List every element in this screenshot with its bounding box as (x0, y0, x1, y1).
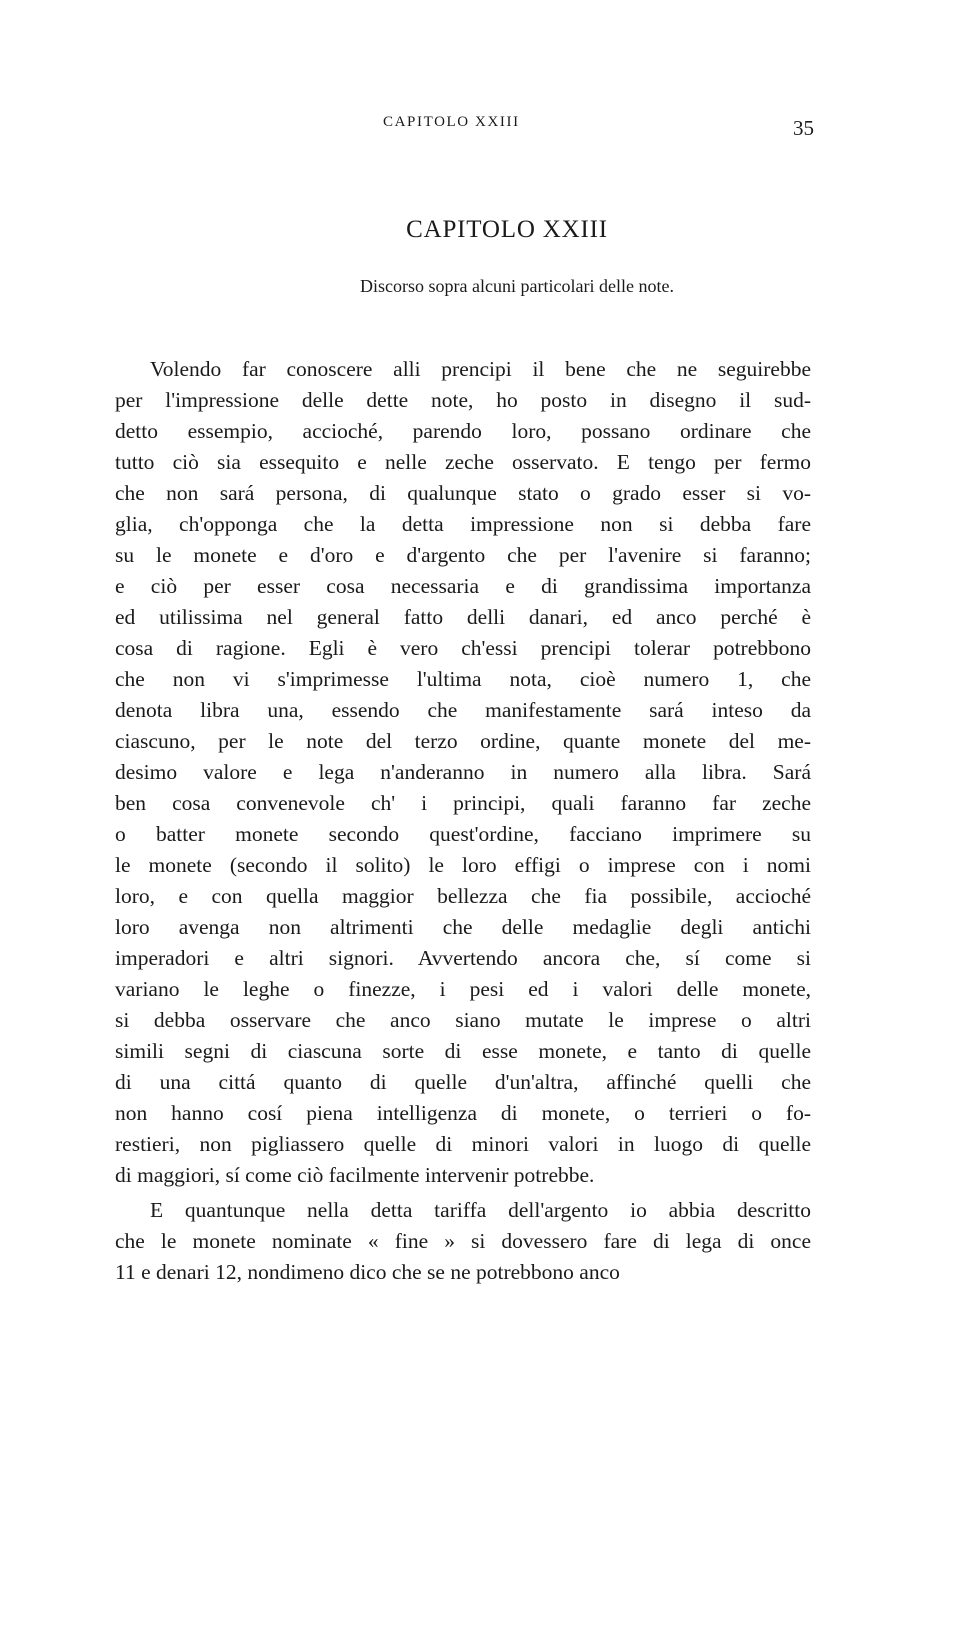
text-line: che le monete nominate « fine » si dovessero fare di lega di once (115, 1229, 811, 1253)
text-line: ed utilissima nel general fatto delli danari, ed anco perché è (115, 605, 811, 629)
text-line: e ciò per esser cosa necessaria e di grandissima importanza (115, 574, 811, 598)
text-line: variano le leghe o finezze, i pesi ed i valori delle monete, (115, 977, 811, 1001)
chapter-subtitle: Discorso sopra alcuni particolari delle note. (360, 276, 674, 296)
chapter-title: CAPITOLO XXIII (406, 216, 608, 243)
text-line: per l'impressione delle dette note, ho posto in disegno il sud- (115, 388, 811, 412)
page-number: 35 (793, 116, 814, 140)
text-line: detto essempio, accioché, parendo loro, possano ordinare che (115, 419, 811, 443)
text-line: di maggiori, sí come ciò facilmente intervenir potrebbe. (115, 1163, 595, 1187)
text-line: desimo valore e lega n'anderanno in numero alla libra. Sará (115, 760, 811, 784)
text-line: loro, e con quella maggior bellezza che fia possibile, accioché (115, 884, 811, 908)
text-line: imperadori e altri signori. Avvertendo ancora che, sí come si (115, 946, 811, 970)
text-line: le monete (secondo il solito) le loro effigi o imprese con i nomi (115, 853, 811, 877)
text-line: o batter monete secondo quest'ordine, facciano imprimere su (115, 822, 811, 846)
paragraph (115, 1195, 811, 1288)
body-text (115, 354, 811, 1288)
text-line: di una cittá quanto di quelle d'un'altra, affinché quelli che (115, 1070, 811, 1094)
text-line: ciascuno, per le note del terzo ordine, quante monete del me- (115, 729, 811, 753)
text-line: che non vi s'imprimesse l'ultima nota, cioè numero 1, che (115, 667, 811, 691)
text-line: simili segni di ciascuna sorte di esse monete, e tanto di quelle (115, 1039, 811, 1063)
text-line: cosa di ragione. Egli è vero ch'essi prencipi tolerar potrebbono (115, 636, 811, 660)
text-line: Volendo far conoscere alli prencipi il bene che ne seguirebbe (150, 357, 811, 381)
text-line: si debba osservare che anco siano mutate le imprese o altri (115, 1008, 811, 1032)
text-line: E quantunque nella detta tariffa dell'argento io abbia descritto (150, 1198, 811, 1222)
text-line: non hanno cosí piena intelligenza di monete, o terrieri o fo- (115, 1101, 811, 1125)
text-line: denota libra una, essendo che manifestamente sará inteso da (115, 698, 811, 722)
paragraph (115, 354, 811, 1191)
text-line: loro avenga non altrimenti che delle medaglie degli antichi (115, 915, 811, 939)
text-line: 11 e denari 12, nondimeno dico che se ne potrebbono anco (115, 1260, 620, 1284)
text-line: restieri, non pigliassero quelle di minori valori in luogo di quelle (115, 1132, 811, 1156)
text-line: che non sará persona, di qualunque stato o grado esser si vo- (115, 481, 811, 505)
running-title: CAPITOLO XXIII (383, 114, 520, 130)
text-line: glia, ch'opponga che la detta impressione non si debba fare (115, 512, 811, 536)
text-line: ben cosa convenevole ch' i principi, quali faranno far zeche (115, 791, 811, 815)
text-line: su le monete e d'oro e d'argento che per l'avenire si faranno; (115, 543, 811, 567)
text-line: tutto ciò sia essequito e nelle zeche osservato. E tengo per fermo (115, 450, 811, 474)
